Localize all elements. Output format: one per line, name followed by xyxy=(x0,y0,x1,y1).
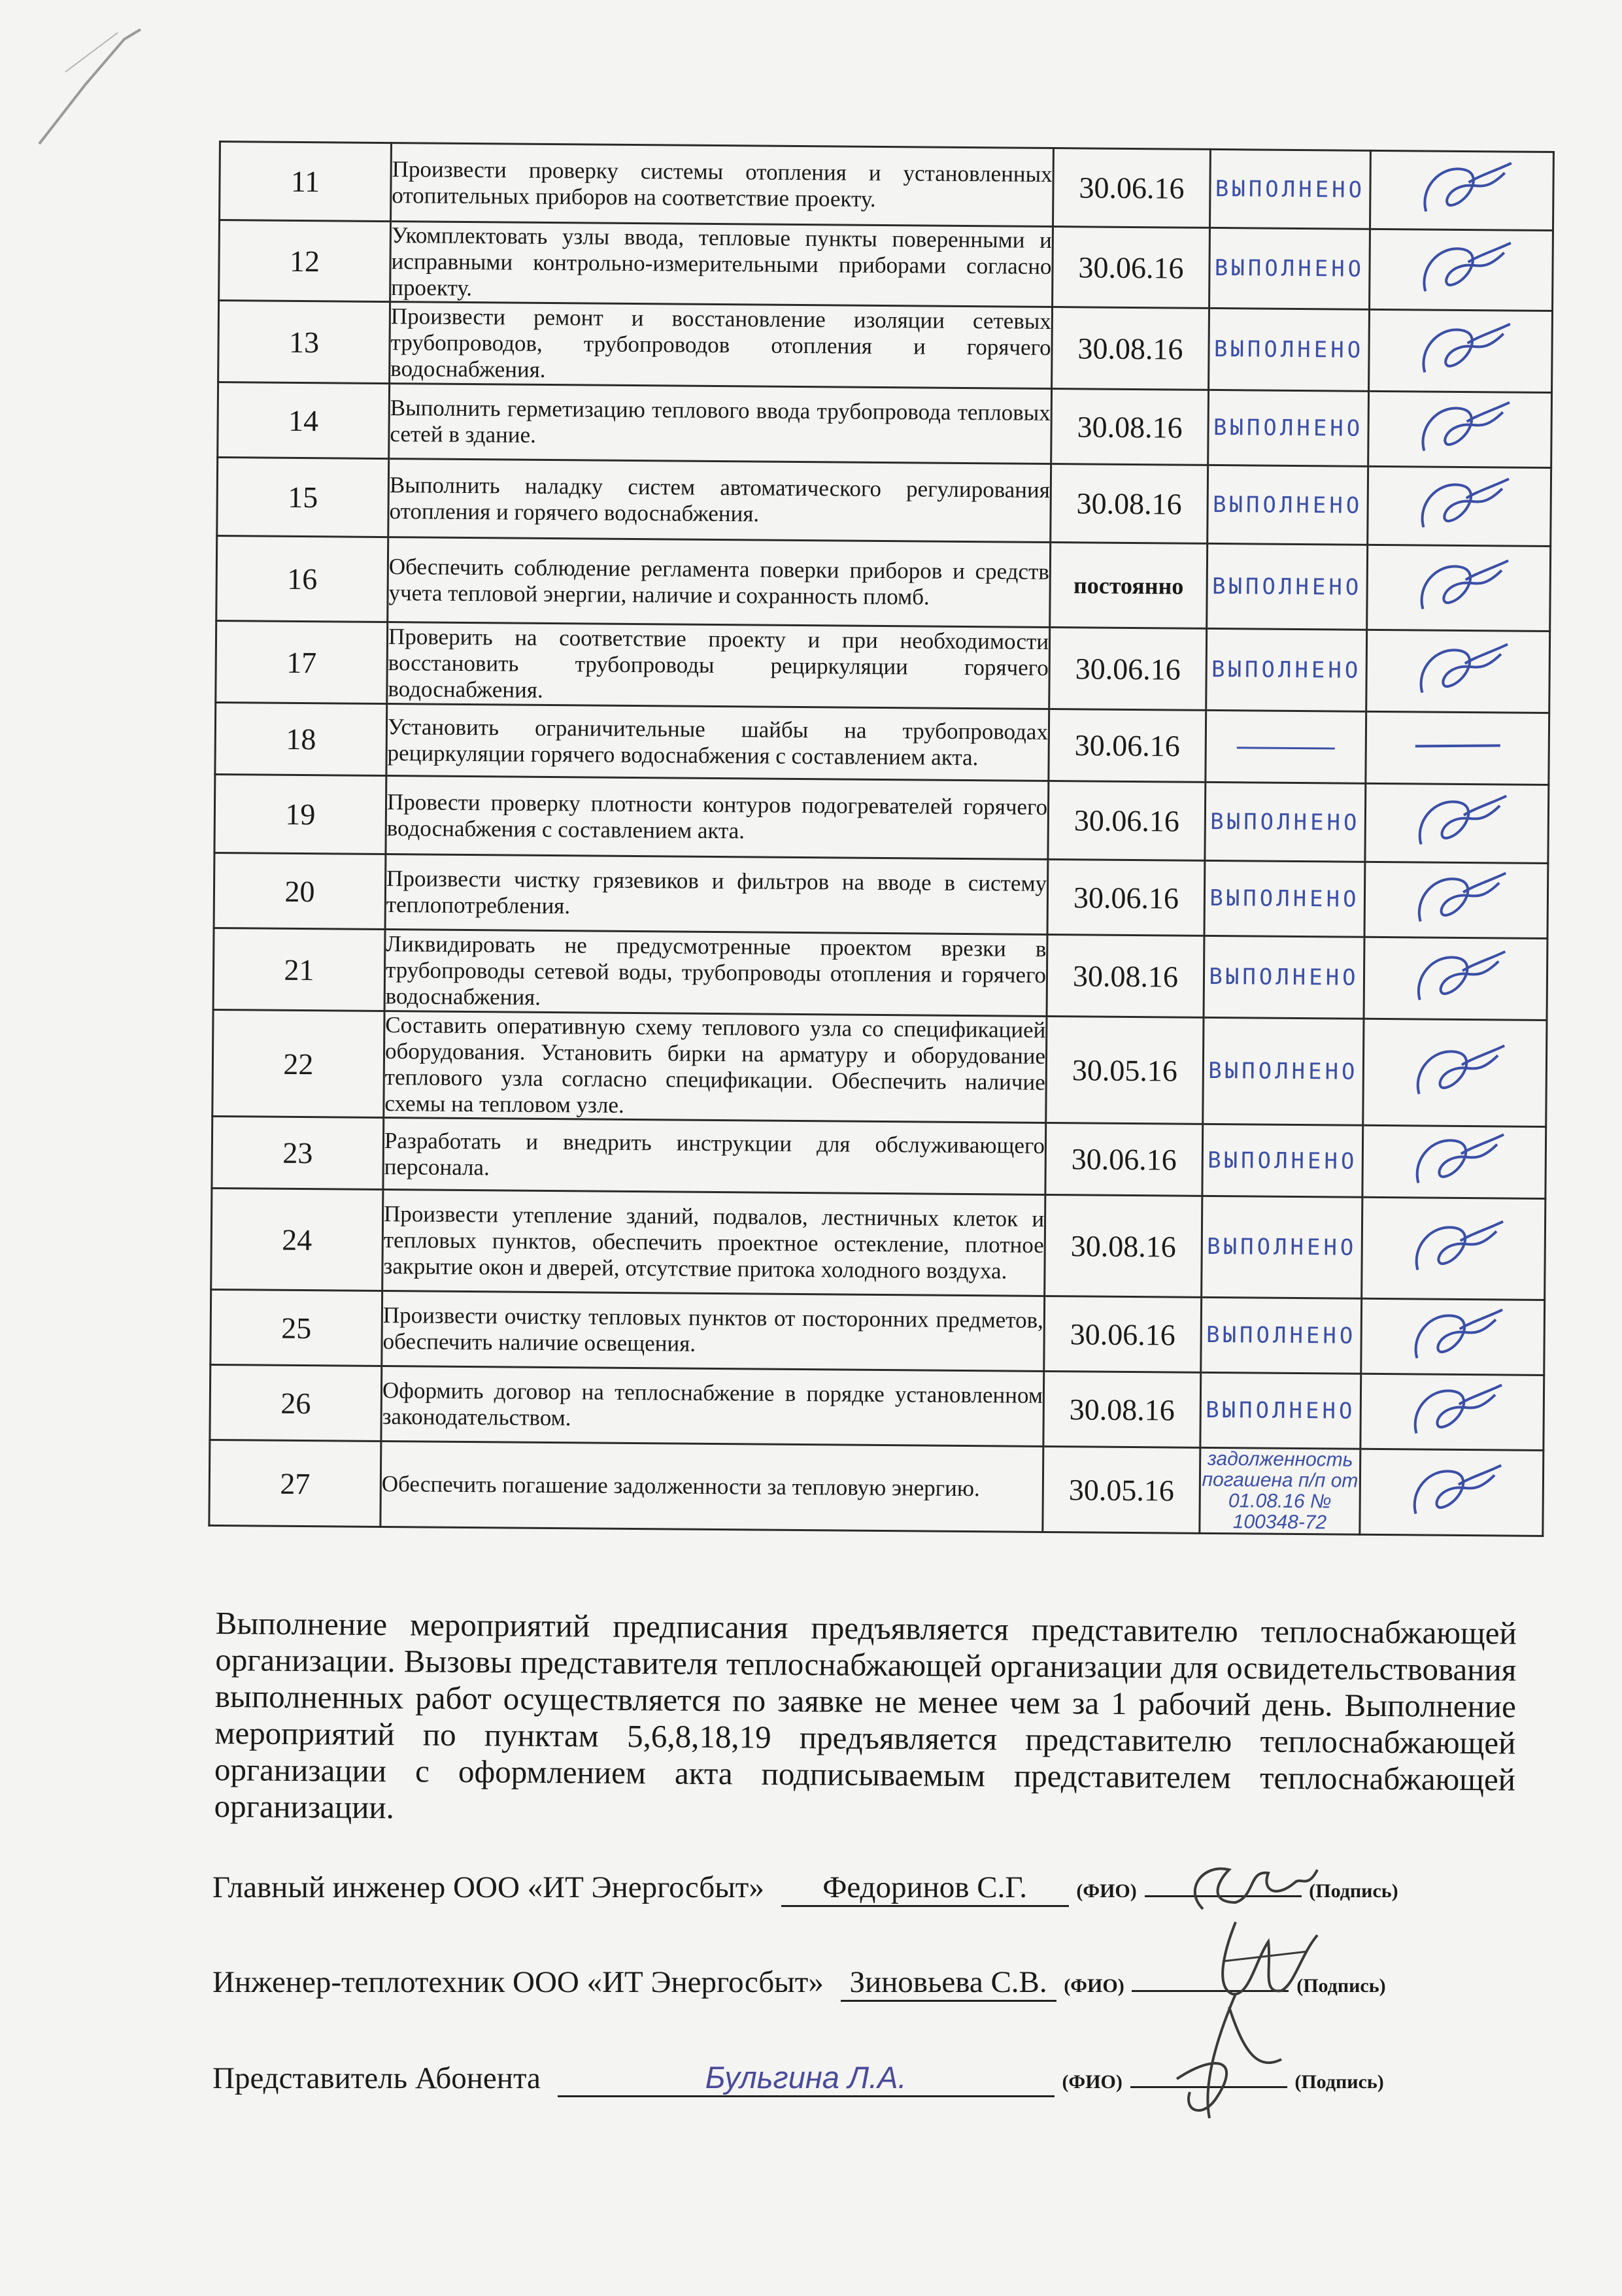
row-status-stamp: ВЫПОЛНЕНО xyxy=(1205,782,1366,862)
row-number: 13 xyxy=(218,301,390,384)
handwritten-signature xyxy=(1400,866,1512,932)
row-deadline: 30.06.16 xyxy=(1053,148,1211,228)
row-number: 18 xyxy=(215,702,387,775)
row-task: Укомплектовать узлы ввода, тепловые пункты поверенными и исправными контрольно-измерительными приборами согласно проекту. xyxy=(390,222,1053,307)
subscriber-role: Представитель Абонента xyxy=(212,2061,541,2095)
row-task: Составить оперативную схему теплового узла со спецификацией оборудования. Установить бирки на арматуру и оборудование теплового узла согласно спецификации. Обеспечить наличие схемы на тепловом узле. xyxy=(384,1011,1047,1123)
handwritten-signature xyxy=(1405,316,1517,382)
table-row xyxy=(209,1440,1544,1536)
subscriber-sign-caption: (Подпись) xyxy=(1294,2071,1384,2093)
row-signature xyxy=(1367,545,1551,631)
table-row xyxy=(214,853,1548,938)
row-status-stamp: ВЫПОЛНЕНО xyxy=(1204,936,1364,1019)
table-row xyxy=(218,382,1552,468)
handwritten-signature xyxy=(1396,1458,1508,1524)
handwritten-signature xyxy=(1401,788,1513,854)
row-number: 27 xyxy=(209,1440,381,1527)
row-number: 17 xyxy=(216,620,388,703)
row-task: Произвести ремонт и восстановление изоляции сетевых трубопроводов, трубопроводов отопления и горячего водоснабжения. xyxy=(390,302,1053,389)
row-number: 16 xyxy=(216,535,388,622)
row-task: Разработать и внедрить инструкции для обслуживающего персонала. xyxy=(383,1118,1046,1195)
row-task: Ликвидировать не предусмотренные проектом врезки в трубопроводы сетевой воды, трубопроводы отопления и горячего водоснабжения. xyxy=(384,930,1047,1017)
row-signature xyxy=(1365,783,1549,863)
engineer-role: Инженер-теплотехник ООО «ИТ Энергосбыт» xyxy=(212,1965,824,1999)
table-row xyxy=(216,535,1551,631)
row-task: Обеспечить погашение задолженности за тепловую энергию. xyxy=(380,1442,1043,1532)
row-status-stamp: ВЫПОЛНЕНО xyxy=(1207,543,1368,630)
row-status-stamp xyxy=(1206,710,1366,783)
table-row xyxy=(218,301,1553,393)
row-deadline: 30.08.16 xyxy=(1051,464,1208,544)
row-number: 25 xyxy=(211,1289,382,1366)
row-signature xyxy=(1360,1449,1544,1536)
row-number: 14 xyxy=(218,382,390,459)
engineer-sign-caption: (Подпись) xyxy=(1296,1975,1386,1997)
row-signature xyxy=(1366,630,1550,713)
row-number: 15 xyxy=(217,457,389,537)
row-status-stamp: ВЫПОЛНЕНО xyxy=(1208,390,1369,466)
subscriber-signature xyxy=(1138,1987,1294,2131)
row-task: Оформить договор на теплоснабжение в порядке установленном законодательством. xyxy=(381,1366,1044,1447)
table-row xyxy=(212,1009,1547,1126)
debt-note: задолженность погашена п/п от 01.08.16 № 100348-72 xyxy=(1202,1447,1359,1534)
row-signature xyxy=(1361,1298,1545,1375)
row-task: Проверить на соответствие проекту и при необходимости восстановить трубопроводы рециркуляции горячего водоснабжения. xyxy=(387,622,1050,709)
row-deadline: 30.06.16 xyxy=(1048,781,1206,860)
handwritten-signature xyxy=(1406,235,1517,301)
row-number: 21 xyxy=(213,928,385,1011)
table-row xyxy=(211,1289,1545,1375)
row-task: Установить ограничительные шайбы на трубопроводах рециркуляции горячего водоснабжения с составлением акта. xyxy=(386,704,1049,781)
row-deadline: 30.08.16 xyxy=(1043,1371,1201,1447)
handwritten-signature xyxy=(1406,156,1518,222)
row-status-stamp: ВЫПОЛНЕНО xyxy=(1201,1297,1362,1374)
row-status-stamp: ВЫПОЛНЕНО xyxy=(1202,1196,1362,1298)
measures-table xyxy=(208,141,1555,1537)
table-row xyxy=(214,774,1549,863)
row-deadline: 30.06.16 xyxy=(1053,227,1210,309)
scan-corner-mark xyxy=(26,13,157,157)
row-signature xyxy=(1366,711,1549,785)
chief-name: Федоринов С.Г. xyxy=(781,1870,1069,1907)
table-row xyxy=(215,702,1549,785)
handwritten-signature xyxy=(1399,1038,1511,1104)
chief-fio-caption: (ФИО) xyxy=(1076,1880,1137,1902)
row-task: Обеспечить соблюдение регламента поверки приборов и средств учета тепловой энергии, наличие и сохранность пломб. xyxy=(388,537,1051,628)
row-number: 23 xyxy=(212,1116,384,1189)
row-task: Произвести очистку тепловых пунктов от посторонних предметов, обеспечить наличие освещения. xyxy=(382,1291,1045,1372)
row-number: 24 xyxy=(211,1188,383,1291)
row-signature xyxy=(1370,150,1553,230)
table-row xyxy=(216,620,1550,713)
row-status-stamp: ВЫПОЛНЕНО xyxy=(1200,1372,1361,1449)
handwritten-signature xyxy=(1398,1127,1510,1193)
row-task: Произвести утепление зданий, подвалов, лестничных клеток и тепловых пунктов, обеспечить проектное остекление, плотное закрытие окон и дверей, отсутствие притока холодного воздуха. xyxy=(382,1190,1045,1296)
chief-role: Главный инженер ООО «ИТ Энергосбыт» xyxy=(212,1870,764,1904)
row-signature xyxy=(1364,937,1547,1020)
table-row xyxy=(219,220,1553,311)
engineer-fio-caption: (ФИО) xyxy=(1064,1975,1124,1997)
handwritten-signature xyxy=(1402,713,1513,779)
row-status-stamp: ВЫПОЛНЕНО xyxy=(1202,1124,1363,1197)
row-deadline: 30.06.16 xyxy=(1045,1123,1203,1196)
subscriber-fio-caption: (ФИО) xyxy=(1062,2071,1123,2093)
execution-note: Выполнение мероприятий предписания предъявляется представителю теплоснабжающей организации. Вызовы представителя теплоснабжающей организации для освидетельствования выполненных работ осуществляется по заявке не менее чем за 1 рабочий день. Выполнение мероприятий по пунктам 5,6,8,18,19 предъявляется представителю теплоснабжающей организации с оформлением акта подписываемым представителем теплоснабжающей организации. xyxy=(214,1605,1517,1826)
row-signature xyxy=(1368,466,1551,546)
table-row xyxy=(213,928,1547,1020)
row-deadline: 30.06.16 xyxy=(1049,709,1206,782)
row-deadline: 30.08.16 xyxy=(1045,1194,1202,1297)
row-deadline: 30.06.16 xyxy=(1047,859,1205,936)
row-number: 19 xyxy=(214,774,386,854)
row-deadline: постоянно xyxy=(1050,543,1208,629)
row-deadline: 30.08.16 xyxy=(1051,389,1209,465)
row-number: 26 xyxy=(210,1364,382,1441)
row-task: Выполнить наладку систем автоматического регулирования отопления и горячего водоснабжения. xyxy=(388,459,1051,543)
row-deadline: 30.08.16 xyxy=(1052,307,1209,390)
row-status-stamp: ВЫПОЛНЕНО xyxy=(1203,1017,1364,1125)
handwritten-signature xyxy=(1404,471,1515,537)
chief-sign-caption: (Подпись) xyxy=(1309,1880,1398,1902)
handwritten-signature xyxy=(1403,553,1515,619)
row-deadline: 30.05.16 xyxy=(1043,1446,1200,1533)
subscriber-name: Бульгина Л.А. xyxy=(558,2059,1055,2097)
row-deadline: 30.05.16 xyxy=(1046,1016,1204,1124)
table-row xyxy=(220,142,1554,231)
row-signature xyxy=(1364,862,1548,938)
row-signature xyxy=(1368,391,1552,467)
table-row xyxy=(212,1116,1546,1198)
row-signature xyxy=(1362,1197,1546,1300)
row-status-stamp: ВЫПОЛНЕНО xyxy=(1209,228,1370,309)
handwritten-signature xyxy=(1397,1302,1509,1368)
row-status-stamp: ВЫПОЛНЕНО xyxy=(1208,465,1368,545)
row-task: Провести проверку плотности контуров подогревателей горячего водоснабжения с составлением акта. xyxy=(386,776,1049,860)
row-number: 11 xyxy=(220,142,392,222)
handwritten-signature xyxy=(1402,637,1514,703)
row-deadline: 30.06.16 xyxy=(1049,628,1207,711)
dash-mark xyxy=(1237,747,1335,749)
table-row xyxy=(217,457,1551,546)
row-status-stamp: ВЫПОЛНЕНО xyxy=(1209,308,1370,391)
row-deadline: 30.06.16 xyxy=(1044,1296,1202,1372)
row-task: Произвести проверку системы отопления и установленных отопительных приборов на соответствие проекту. xyxy=(391,143,1054,227)
row-status-stamp: ВЫПОЛНЕНО xyxy=(1206,628,1367,711)
row-number: 12 xyxy=(219,220,391,302)
handwritten-signature xyxy=(1396,1377,1508,1443)
handwritten-signature xyxy=(1398,1214,1510,1280)
row-number: 22 xyxy=(212,1009,384,1117)
row-signature xyxy=(1369,309,1553,392)
table-row xyxy=(211,1188,1546,1300)
engineer-name: Зиновьева С.В. xyxy=(841,1965,1056,2002)
row-deadline: 30.08.16 xyxy=(1047,934,1204,1017)
row-task: Выполнить герметизацию теплового ввода трубопровода тепловых сетей в здание. xyxy=(389,384,1052,464)
row-number: 20 xyxy=(214,853,386,929)
row-signature xyxy=(1362,1125,1546,1198)
row-status-stamp: ВЫПОЛНЕНО xyxy=(1209,149,1370,229)
row-status-stamp: ВЫПОЛНЕНО xyxy=(1204,860,1365,937)
row-signature xyxy=(1370,229,1553,311)
row-signature xyxy=(1363,1019,1547,1126)
handwritten-signature xyxy=(1400,944,1512,1010)
row-signature xyxy=(1360,1374,1544,1450)
table-row xyxy=(210,1364,1544,1450)
row-task: Произвести чистку грязевиков и фильтров на вводе в систему теплопотребления. xyxy=(385,854,1048,935)
handwritten-signature xyxy=(1404,395,1516,461)
row-status-stamp xyxy=(1200,1447,1360,1534)
